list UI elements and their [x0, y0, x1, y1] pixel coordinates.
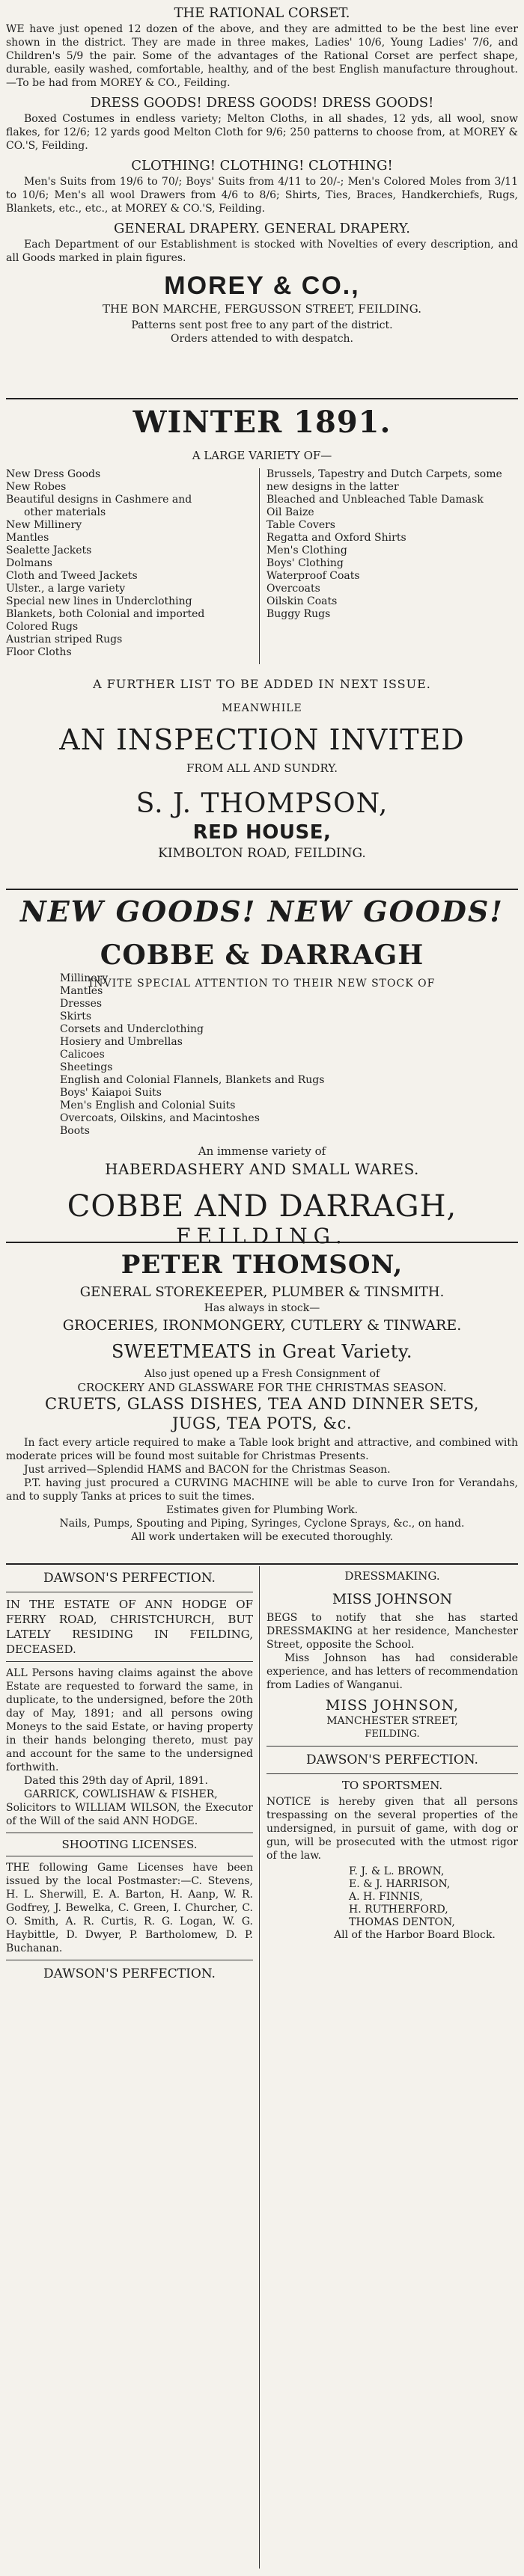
estate-body: ALL Persons having claims against the above Estate are requested to forward the same, in duplicate, to the undersigned, before the 20th day of May, 1891; and all persons owing Moneys to the said Estate, or having property in their hands belonging thereto, must pay and account for the same to the undersigned forthwith. [6, 1667, 253, 1773]
list-item: Hosiery and Umbrellas [60, 1036, 183, 1048]
has-in-stock: Has always in stock— [204, 1302, 320, 1314]
jugs-line: JUGS, TEA POTS, &c. [171, 1414, 353, 1432]
corset-body: WE have just opened 12 dozen of the above, and they are admitted to be the best line ever shown in the district. They are made in three makes, Ladies' 10/6, Young Ladies' 7/6, and Children's 5/9 the pair. Some of the advantages of the Rational Corset are perfect shape, durable, easily washed, comfortable, healthy, and of the best English manufacture throughout.—To be had from MOREY & CO., Feilding. [6, 23, 518, 89]
list-item: THOMAS DENTON, [349, 1916, 455, 1928]
immense-variety: An immense variety of [198, 1144, 326, 1158]
peter-thomson-ad [6, 1246, 518, 1544]
list-item: Floor Cloths [6, 646, 72, 658]
list-item: Regatta and Oxford Shirts [266, 532, 406, 544]
list-item: Austrian striped Rugs [6, 634, 123, 645]
peter-body-1: In fact every article required to make a Table look bright and attractive, and combined with moderate prices will be found most suitable for Christmas Presents. [6, 1437, 518, 1462]
miss-johnson-name: MISS JOHNSON [332, 1591, 453, 1607]
list-item: Special new lines in Underclothing [6, 595, 192, 607]
peter-body-2: Just arrived—Splendid HAMS and BACON for the Christmas Season. [24, 1464, 391, 1476]
divider [266, 1746, 518, 1747]
list-item: Overcoats [266, 583, 320, 595]
list-item: English and Colonial Flannels, Blankets and Rugs [60, 1074, 325, 1086]
drapery-title: GENERAL DRAPERY. GENERAL DRAPERY. [113, 221, 411, 236]
list-item: Buggy Rugs [266, 608, 331, 620]
dressmaking-title: DRESSMAKING. [344, 1569, 440, 1583]
list-item: Table Covers [266, 519, 335, 531]
list-item: Colored Rugs [6, 621, 79, 633]
list-item: Oil Baize [266, 506, 314, 518]
list-item: Skirts [60, 1011, 92, 1022]
cruets-line: CRUETS, GLASS DISHES, TEA AND DINNER SETS, [45, 1395, 479, 1413]
shooting-body: THE following Game Licenses have been issued by the local Postmaster:—C. Stevens, H. L. Sherwill, E. A. Barton, H. Aanp, W. R. Godfrey, J. Bewelka, C. Green, I. Churcher, C. O. Smith, A. R. Curtis, R. G. Logan, W. G. Haybittle, D. Dwyer, P. Bartholomew, D. P. Buchanan. [6, 1862, 253, 1954]
list-item: New Dress Goods [6, 468, 101, 480]
winter-left-list [6, 468, 255, 659]
list-item: Sealette Jackets [6, 545, 92, 556]
dawson-perfection-right: DAWSON'S PERFECTION. [306, 1752, 478, 1767]
list-item: H. RUTHERFORD, [349, 1904, 448, 1916]
list-item: Brussels, Tapestry and Dutch Carpets, some new designs in the latter [266, 468, 502, 493]
list-item: A. H. FINNIS, [349, 1891, 423, 1903]
list-item: Corsets and Underclothing [60, 1023, 204, 1035]
from-all-sundry: FROM ALL AND SUNDRY. [186, 761, 338, 775]
inspection-invited: AN INSPECTION INVITED [59, 723, 465, 756]
kimbolton-road: KIMBOLTON ROAD, FEILDING. [158, 846, 366, 861]
fresh-consignment: Also just opened up a Fresh Consignment of [144, 1368, 380, 1380]
cobbe-firm-name: COBBE & DARRAGH [100, 939, 424, 971]
further-list-note: A FURTHER LIST TO BE ADDED IN NEXT ISSUE. [93, 677, 431, 691]
list-item: Calicoes [60, 1049, 105, 1061]
list-item: E. & J. HARRISON, [349, 1878, 451, 1890]
drapery-body: Each Department of our Establishment is stocked with Novelties of every description, and all Goods marked in plain figures. [6, 239, 518, 264]
morey-firm-name: MOREY & CO., [164, 272, 360, 300]
list-item: Mantles [6, 532, 49, 544]
divider [6, 1563, 518, 1565]
list-item: Ulster., a large variety [6, 583, 126, 595]
dawson-perfection-2: DAWSON'S PERFECTION. [43, 1966, 216, 1981]
dawson-perfection: DAWSON'S PERFECTION. [43, 1571, 216, 1586]
winter-ad [6, 404, 518, 462]
johnson-town: FEILDING. [365, 1729, 420, 1740]
harbor-board-block: All of the Harbor Board Block. [334, 1929, 496, 1941]
list-item: Men's English and Colonial Suits [60, 1100, 236, 1111]
list-item: Bleached and Unbleached Table Damask [266, 494, 484, 506]
red-house: RED HOUSE, [192, 821, 332, 844]
divider [6, 398, 518, 399]
peter-thomson-name: PETER THOMSON, [121, 1250, 403, 1280]
solicitors: GARRICK, COWLISHAW & FISHER, [24, 1788, 218, 1800]
clothing-body: Men's Suits from 19/6 to 70/; Boys' Suits from 4/11 to 20/-; Men's Colored Moles from 3/11 to 10/6; Men's all wool Drawers from 4/6 to 8/6; Shirts, Ties, Braces, Handkerchiefs, Rugs, Blankets, etc., etc., at MOREY & CO.'S, Feilding. [6, 176, 518, 215]
list-item: other materials [24, 506, 106, 518]
estate-dated: Dated this 29th day of April, 1891. [24, 1775, 208, 1787]
list-item: Boots [60, 1125, 90, 1137]
winter-title: WINTER 1891. [132, 405, 392, 440]
corset-title: THE RATIONAL CORSET. [174, 5, 350, 21]
thompson-name: S. J. THOMPSON, [135, 788, 389, 819]
thompson-ad [6, 672, 518, 860]
crockery-line: CROCKERY AND GLASSWARE FOR THE CHRISTMAS SEASON. [77, 1381, 447, 1394]
peter-estimates: Estimates given for Plumbing Work. [165, 1504, 359, 1516]
miss-johnson-name-2: MISS JOHNSON, [325, 1697, 460, 1714]
morey-footer-orders: Orders attended to with despatch. [170, 333, 354, 345]
list-item: Beautiful designs in Cashmere and [6, 494, 192, 506]
to-sportsmen-title: TO SPORTSMEN. [341, 1779, 443, 1792]
shooting-licenses-title: SHOOTING LICENSES. [61, 1838, 198, 1851]
list-item: Overcoats, Oilskins, and Macintoshes [60, 1112, 260, 1124]
right-column [266, 1569, 518, 1941]
list-item: Oilskin Coats [266, 595, 338, 607]
miss-johnson-body-2: Miss Johnson has had considerable experience, and has letters of recommendation from Ladies of Wanganui. [266, 1652, 518, 1691]
list-item: Dresses [60, 998, 103, 1010]
cobbe-stock-list [60, 972, 479, 1138]
peter-trade: GENERAL STOREKEEPER, PLUMBER & TINSMITH. [79, 1284, 445, 1300]
morey-footer-patterns: Patterns sent post free to any part of the district. [131, 319, 393, 331]
list-item: Sheetings [60, 1061, 113, 1073]
divider [6, 889, 518, 890]
column-divider [259, 1566, 260, 2569]
winter-subtitle: A LARGE VARIETY OF— [192, 449, 332, 462]
list-item: F. J. & L. BROWN, [349, 1865, 445, 1877]
list-item: Waterproof Coats [266, 570, 360, 582]
left-column [6, 1569, 253, 1983]
peter-nails: Nails, Pumps, Spouting and Piping, Syringes, Cyclone Sprays, &c., on hand. [59, 1518, 465, 1530]
list-item: Millinery [60, 972, 109, 984]
meanwhile-text: MEANWHILE [222, 702, 302, 714]
list-item: Men's Clothing [266, 545, 347, 556]
cobbe-footer [6, 1144, 518, 1246]
list-item: Dolmans [6, 557, 52, 569]
rational-corset-ad [6, 4, 518, 346]
list-item: New Robes [6, 481, 67, 493]
cobbe-town: FEILDING. [176, 1224, 348, 1248]
peter-body-3: P.T. having just procured a CURVING MACHINE will be able to curve Iron for Verandahs, and to supply Tanks at prices to suit the times. [6, 1477, 518, 1503]
divider [266, 1773, 518, 1774]
trespass-notice: NOTICE is hereby given that all persons trespassing on the several properties of the undersigned, in pursuit of game, with dog or gun, will be prosecuted with the utmost rigor of the law. [266, 1796, 518, 1862]
dress-goods-title: DRESS GOODS! DRESS GOODS! DRESS GOODS! [90, 95, 434, 111]
list-item: Mantles [60, 985, 103, 997]
winter-right-list [266, 468, 518, 621]
list-item: New Millinery [6, 519, 82, 531]
peter-work: All work undertaken will be executed thoroughly. [130, 1531, 394, 1543]
invite-attention: INVITE SPECIAL ATTENTION TO THEIR NEW STOCK OF [88, 978, 436, 990]
notice-signers [266, 1865, 518, 1929]
column-divider [259, 468, 260, 664]
miss-johnson-body: BEGS to notify that she has started DRESSMAKING at her residence, Manchester Street, opposite the School. [266, 1612, 518, 1651]
list-item: Boys' Kaiapoi Suits [60, 1087, 162, 1099]
divider [6, 1242, 518, 1243]
clothing-title: CLOTHING! CLOTHING! CLOTHING! [131, 158, 393, 174]
morey-address: THE BON MARCHE, FERGUSSON STREET, FEILDING. [103, 302, 421, 316]
haberdashery: HABERDASHERY AND SMALL WARES. [105, 1160, 419, 1178]
groceries-line: GROCERIES, IRONMONGERY, CUTLERY & TINWARE. [62, 1317, 462, 1334]
list-item: Cloth and Tweed Jackets [6, 570, 138, 582]
list-item: Blankets, both Colonial and imported [6, 608, 205, 620]
new-goods-headline: NEW GOODS! NEW GOODS! [20, 895, 504, 928]
list-item: Boys' Clothing [266, 557, 344, 569]
cobbe-firm-name-2: COBBE AND DARRAGH, [67, 1189, 457, 1224]
sweetmeats-line: SWEETMEATS in Great Variety. [112, 1341, 412, 1362]
solicitors-detail: Solicitors to WILLIAM WILSON, the Executor of the Will of the said ANN HODGE. [6, 1802, 253, 1827]
estate-title: IN THE ESTATE OF ANN HODGE OF FERRY ROAD, CHRISTCHURCH, BUT LATELY RESIDING IN FEILDING, DECEASED. [6, 1598, 253, 1656]
dress-goods-body: Boxed Costumes in endless variety; Melton Cloths, in all shades, 12 yds, all wool, snow flakes, for 12/6; 12 yards good Melton Cloth for 9/6; 250 patterns to choose from, at MOREY & CO.'S, Feilding. [6, 113, 518, 152]
divider [6, 1661, 253, 1662]
manchester-street: MANCHESTER STREET, [326, 1715, 458, 1727]
